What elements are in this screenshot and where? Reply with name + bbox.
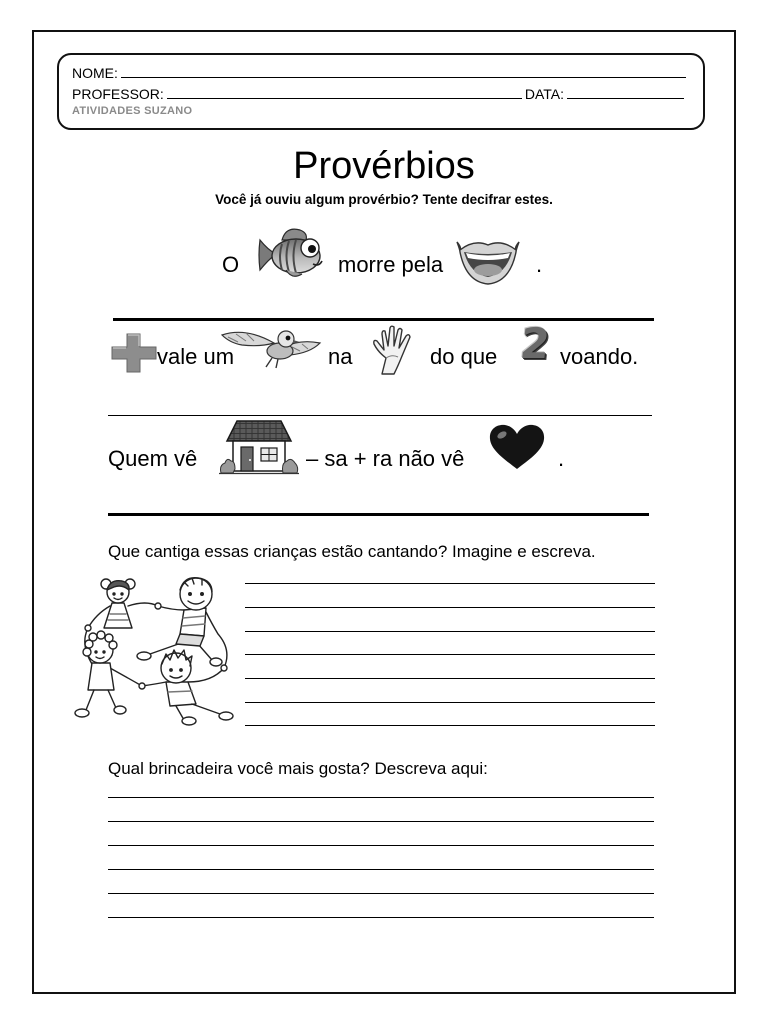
proverb-3-word-3: .	[558, 446, 565, 471]
answer-line	[245, 607, 655, 608]
heart-icon	[487, 423, 547, 471]
divider-line	[108, 513, 649, 516]
plus-icon	[110, 332, 158, 374]
answer-line	[108, 821, 654, 822]
proverb-3-word-2: – sa + ra não vê	[306, 446, 465, 471]
house-icon	[219, 419, 299, 476]
answer-line	[245, 702, 655, 703]
divider-line	[108, 415, 652, 416]
answer-line	[245, 678, 655, 679]
answer-line	[245, 654, 655, 655]
proverb-2-word-1: vale um	[157, 344, 235, 369]
children-ring-illustration	[72, 570, 238, 726]
proverb-2-word-3: do que	[430, 344, 498, 369]
date-label: DATA:	[524, 86, 564, 102]
brand-label: ATIVIDADES SUZANO	[72, 105, 193, 117]
question-1-text: Que cantiga essas crianças estão cantando? Imagine e escreva.	[108, 542, 596, 561]
hand-icon	[368, 324, 420, 376]
proverb-2-word-2: na	[328, 344, 353, 369]
answer-line	[108, 917, 654, 918]
name-row	[72, 65, 686, 81]
answer-line	[108, 893, 654, 894]
bird-icon	[220, 327, 322, 369]
number-two-icon: 2	[517, 319, 553, 368]
proverb-1-word-2: morre pela	[338, 252, 444, 277]
teacher-blank-line	[167, 86, 522, 99]
teacher-label: PROFESSOR:	[72, 86, 164, 102]
divider-line	[113, 318, 654, 321]
answer-line	[245, 631, 655, 632]
answer-line	[245, 583, 655, 584]
proverb-1-word-3: .	[536, 252, 543, 277]
answer-line	[108, 797, 654, 798]
name-blank-line	[121, 65, 686, 78]
answer-line	[108, 869, 654, 870]
name-label: NOME:	[72, 65, 118, 81]
fish-icon	[256, 224, 328, 284]
page-subtitle: Você já ouviu algum provérbio? Tente decifrar estes.	[215, 192, 553, 207]
answer-line	[108, 845, 654, 846]
teacher-date-row	[72, 86, 684, 102]
proverb-3-word-1: Quem vê	[108, 446, 198, 471]
proverb-2-word-4: voando.	[560, 344, 639, 369]
mouth-icon	[454, 234, 522, 290]
proverb-1-word-1: O	[222, 252, 240, 277]
answer-line	[245, 725, 655, 726]
question-2-text: Qual brincadeira você mais gosta? Descreva aqui:	[108, 759, 488, 778]
date-blank-line	[567, 86, 684, 99]
page-title: Provérbios	[293, 145, 475, 187]
